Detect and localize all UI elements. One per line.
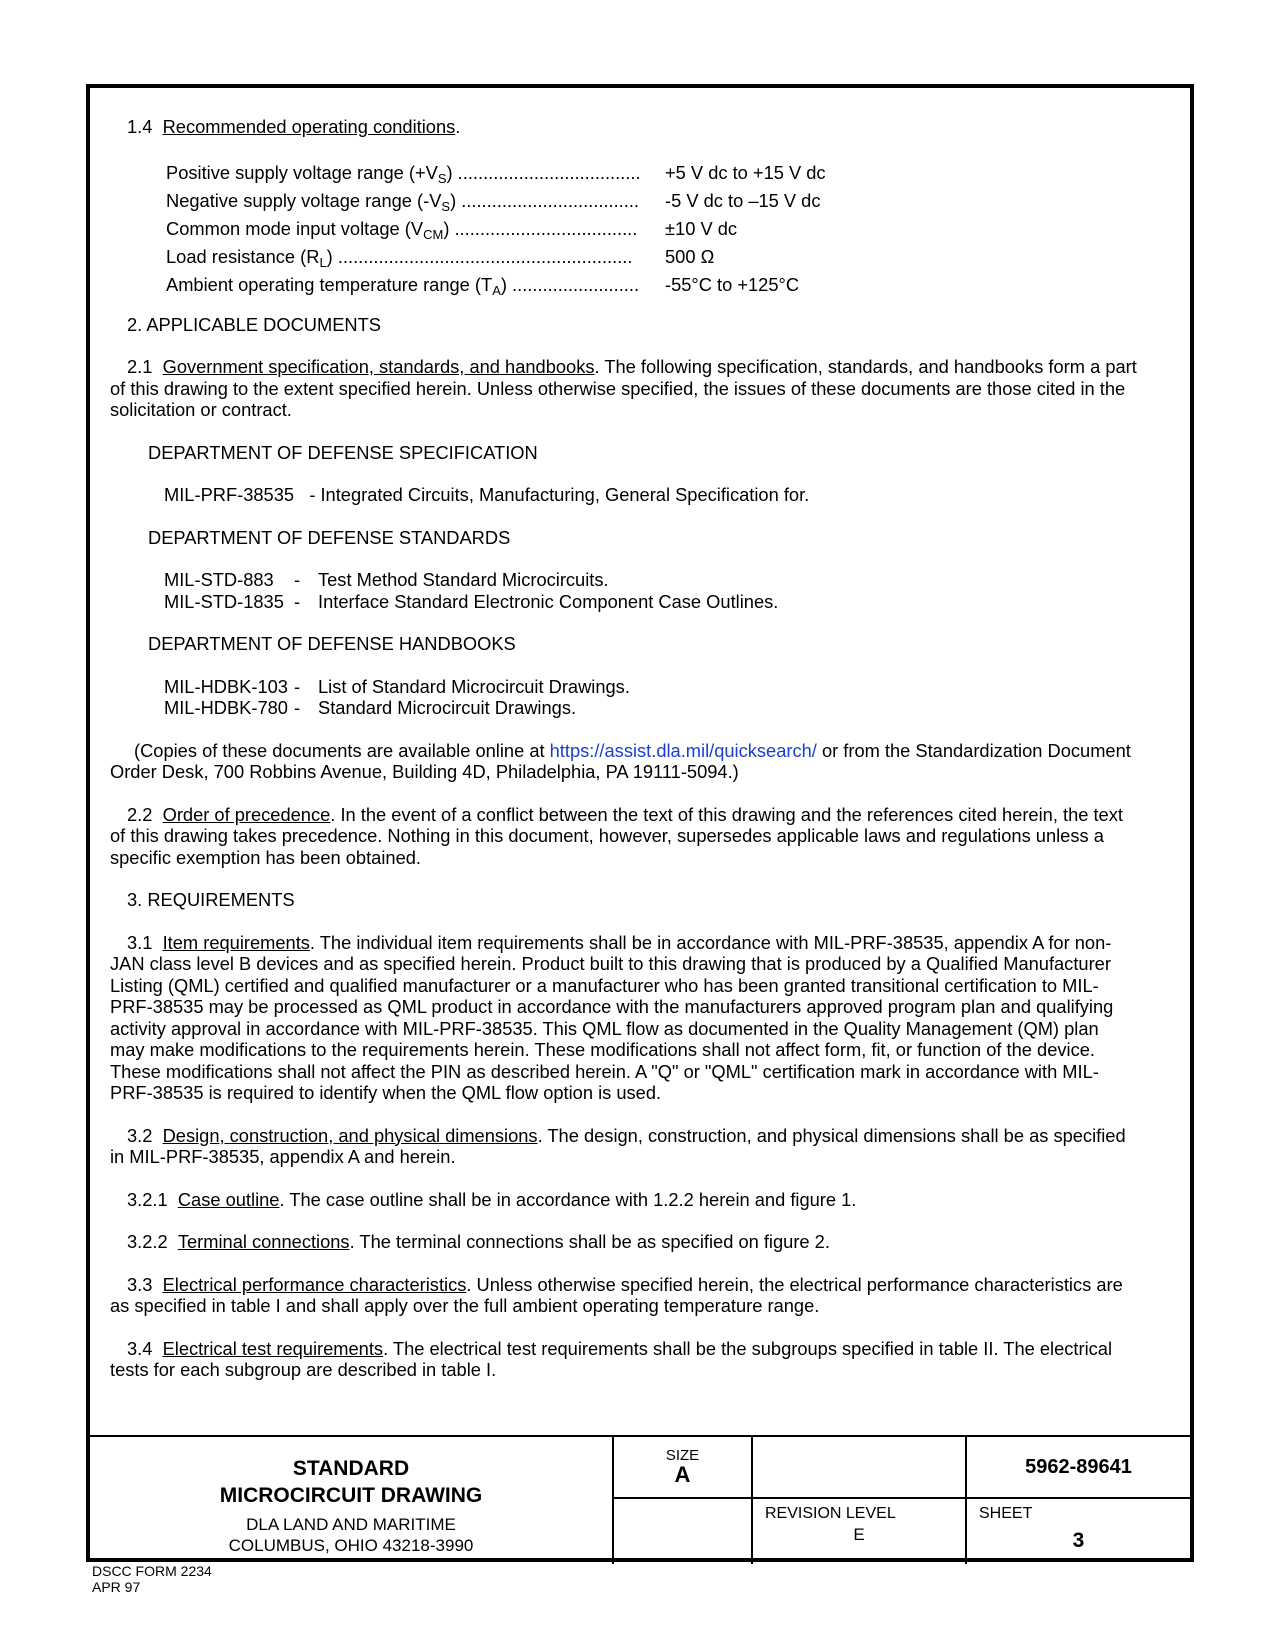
section-number: 3.4 bbox=[127, 1337, 153, 1359]
title-microcircuit-drawing: MICROCIRCUIT DRAWING bbox=[219, 1484, 483, 1507]
drawing-number: 5962-89641 bbox=[967, 1437, 1190, 1499]
condition-label: Negative supply voltage range (-V bbox=[166, 189, 442, 211]
section-text: PRF-38535 may be processed as QML product in accordance with the manufacturers approved program plan and qualifying bbox=[110, 996, 1114, 1017]
section-number: 2.1 bbox=[127, 356, 153, 377]
condition-row bbox=[110, 162, 1170, 190]
section-3-4 bbox=[110, 1338, 1170, 1381]
doc-number: MIL-HDBK-780 bbox=[164, 697, 288, 718]
section-2-1 bbox=[110, 356, 1170, 421]
section-text: of this drawing to the extent specified herein. Unless otherwise specified, the issues of these documents are those cited in the bbox=[110, 377, 1126, 399]
section-title: Recommended operating conditions bbox=[162, 116, 456, 137]
condition-subscript: A bbox=[492, 282, 501, 298]
copies-note bbox=[110, 740, 1170, 783]
doc-dash: - bbox=[294, 569, 301, 590]
dod-std-list bbox=[110, 569, 1170, 612]
section-text: . The following specification, standards, and handbooks form a part bbox=[594, 356, 1137, 377]
section-title: Terminal connections bbox=[177, 1231, 350, 1252]
section-number: 3.2 bbox=[127, 1124, 153, 1146]
condition-row bbox=[110, 274, 1170, 302]
doc-description: - Integrated Circuits, Manufacturing, General Specification for. bbox=[309, 484, 810, 505]
agency-name: DLA LAND AND MARITIME bbox=[246, 1515, 456, 1534]
section-title: Design, construction, and physical dimensions bbox=[162, 1124, 538, 1146]
doc-number: MIL-STD-883 bbox=[164, 569, 274, 590]
section-2-heading: 2. APPLICABLE DOCUMENTS bbox=[127, 313, 381, 335]
doc-description: Interface Standard Electronic Component Case Outlines. bbox=[318, 590, 779, 612]
section-text: These modifications shall not affect the PIN as described herein. A "Q" or "QML" certification mark in accordance with MIL- bbox=[110, 1060, 1099, 1082]
doc-dash: - bbox=[294, 590, 301, 612]
condition-value: ±10 V dc bbox=[665, 217, 738, 239]
size-cell bbox=[614, 1437, 753, 1499]
section-3-2-2 bbox=[110, 1231, 1170, 1253]
condition-leader: ) .......................................................... bbox=[326, 245, 633, 267]
doc-number: MIL-HDBK-103 bbox=[164, 675, 288, 697]
section-3-heading: 3. REQUIREMENTS bbox=[127, 889, 295, 910]
section-text: . The case outline shall be in accordance with 1.2.2 herein and figure 1. bbox=[279, 1188, 857, 1210]
doc-row bbox=[110, 484, 1170, 506]
condition-row bbox=[110, 246, 1170, 274]
doc-row bbox=[110, 697, 1170, 719]
section-number: 1.4 bbox=[127, 116, 153, 137]
section-3-3 bbox=[110, 1274, 1170, 1317]
sheet-value: 3 bbox=[1072, 1529, 1085, 1552]
blank-cell bbox=[614, 1499, 753, 1564]
title-standard: STANDARD bbox=[292, 1457, 410, 1480]
section-number: 3.1 bbox=[127, 931, 153, 953]
dod-hdbk-list bbox=[110, 676, 1170, 719]
title-block-agency bbox=[90, 1437, 614, 1564]
section-1-4 bbox=[110, 116, 1170, 138]
section-text: may make modifications to the requirements herein. These modifications shall not affect form, fit, or function of the device. bbox=[110, 1039, 1095, 1060]
drawing-frame bbox=[86, 84, 1194, 1562]
size-label: SIZE bbox=[665, 1447, 700, 1464]
condition-value: 500 Ω bbox=[665, 245, 715, 267]
section-number: 3.3 bbox=[127, 1273, 153, 1295]
condition-row bbox=[110, 218, 1170, 246]
condition-label: Common mode input voltage (V bbox=[166, 217, 424, 239]
conditions-list bbox=[110, 162, 1170, 302]
form-date: APR 97 bbox=[92, 1579, 141, 1595]
section-text: in MIL-PRF-38535, appendix A and herein. bbox=[110, 1146, 456, 1167]
form-identifier bbox=[92, 1563, 212, 1595]
revision-value: E bbox=[853, 1525, 865, 1544]
section-text: solicitation or contract. bbox=[110, 399, 292, 420]
doc-description: Test Method Standard Microcircuits. bbox=[318, 569, 609, 590]
doc-row bbox=[110, 591, 1170, 613]
doc-dash: - bbox=[294, 697, 301, 718]
section-text: PRF-38535 is required to identify when the QML flow option is used. bbox=[110, 1082, 662, 1103]
section-text: activity approval in accordance with MIL-PRF-38535. This QML flow as documented in the Quality Management (QM) plan bbox=[110, 1017, 1099, 1039]
doc-number: MIL-PRF-38535 bbox=[164, 484, 295, 505]
section-number: 3.2.2 bbox=[127, 1231, 168, 1252]
section-title: Item requirements bbox=[162, 931, 310, 953]
sheet-cell bbox=[967, 1499, 1190, 1564]
section-text: Listing (QML) certified and qualified manufacturer or a manufacturer who has been granted transitional certification to MIL- bbox=[110, 974, 1099, 996]
section-text: . The design, construction, and physical dimensions shall be as specified bbox=[537, 1124, 1126, 1146]
page-content bbox=[110, 116, 1170, 1402]
assist-link[interactable]: https://assist.dla.mil/quicksearch/ bbox=[549, 739, 817, 761]
dod-hdbk-heading: DEPARTMENT OF DEFENSE HANDBOOKS bbox=[148, 633, 516, 654]
section-number: 2.2 bbox=[127, 803, 153, 825]
section-text: . In the event of a conflict between the text of this drawing and the references cited herein, the text bbox=[330, 803, 1123, 825]
condition-subscript: S bbox=[437, 170, 447, 186]
agency-address: COLUMBUS, OHIO 43218-3990 bbox=[228, 1536, 474, 1555]
condition-label: Positive supply voltage range (+V bbox=[166, 161, 438, 183]
condition-subscript: S bbox=[441, 198, 451, 214]
doc-row bbox=[110, 676, 1170, 698]
form-number: DSCC FORM 2234 bbox=[92, 1563, 212, 1579]
section-text: specific exemption has been obtained. bbox=[110, 846, 421, 868]
sheet-label: SHEET bbox=[979, 1505, 1033, 1522]
doc-description: Standard Microcircuit Drawings. bbox=[318, 697, 577, 718]
condition-subscript: L bbox=[319, 254, 327, 270]
section-text: tests for each subgroup are described in table I. bbox=[110, 1359, 497, 1380]
dod-spec-heading: DEPARTMENT OF DEFENSE SPECIFICATION bbox=[148, 441, 538, 463]
section-text: . The electrical test requirements shall be the subgroups specified in table II. The electrical bbox=[383, 1337, 1113, 1359]
blank-cell bbox=[753, 1437, 967, 1499]
section-title: Electrical performance characteristics bbox=[162, 1273, 467, 1295]
doc-description: List of Standard Microcircuit Drawings. bbox=[318, 675, 630, 697]
section-text: JAN class level B devices and as specified herein. Product built to this drawing that is produced by a Qualified Manufacturer bbox=[110, 953, 1111, 974]
section-number: 3.2.1 bbox=[127, 1188, 168, 1210]
section-title: Electrical test requirements bbox=[162, 1337, 384, 1359]
doc-number: MIL-STD-1835 bbox=[164, 590, 284, 612]
section-tail: . bbox=[455, 116, 461, 137]
condition-leader: ) ......................... bbox=[500, 273, 640, 295]
revision-cell bbox=[753, 1499, 967, 1564]
section-text: . The terminal connections shall be as specified on figure 2. bbox=[349, 1231, 830, 1252]
doc-dash: - bbox=[294, 675, 301, 697]
section-text: . Unless otherwise specified herein, the electrical performance characteristics are bbox=[466, 1273, 1123, 1295]
section-3-2 bbox=[110, 1125, 1170, 1168]
condition-value: +5 V dc to +15 V dc bbox=[665, 161, 826, 183]
section-title: Order of precedence bbox=[162, 803, 331, 825]
condition-value: -5 V dc to –15 V dc bbox=[665, 189, 821, 211]
section-title: Case outline bbox=[177, 1188, 280, 1210]
title-block bbox=[90, 1435, 1190, 1564]
size-value: A bbox=[674, 1462, 691, 1487]
section-2-2 bbox=[110, 804, 1170, 869]
condition-value: -55°C to +125°C bbox=[665, 273, 800, 295]
condition-row bbox=[110, 190, 1170, 218]
condition-leader: ) .................................... bbox=[443, 217, 638, 239]
section-text: as specified in table I and shall apply over the full ambient operating temperature range. bbox=[110, 1295, 820, 1316]
dod-std-heading: DEPARTMENT OF DEFENSE STANDARDS bbox=[148, 526, 511, 548]
section-text: of this drawing takes precedence. Nothing in this document, however, supersedes applicable laws and regulations unless a bbox=[110, 825, 1104, 846]
condition-leader: ) .................................... bbox=[446, 161, 641, 183]
section-3-2-1 bbox=[110, 1189, 1170, 1211]
section-title: Government specification, standards, and handbooks bbox=[162, 356, 595, 377]
doc-row bbox=[110, 569, 1170, 591]
condition-subscript: CM bbox=[423, 226, 444, 242]
copies-text: Order Desk, 700 Robbins Avenue, Building 4D, Philadelphia, PA 19111-5094.) bbox=[110, 761, 739, 782]
copies-text: or from the Standardization Document bbox=[816, 739, 1131, 761]
condition-label: Load resistance (R bbox=[166, 245, 320, 267]
section-3-1 bbox=[110, 932, 1170, 1104]
condition-label: Ambient operating temperature range (T bbox=[166, 273, 493, 295]
copies-text: (Copies of these documents are available online at bbox=[134, 739, 550, 761]
condition-leader: ) ................................... bbox=[450, 189, 639, 211]
section-text: . The individual item requirements shall be in accordance with MIL-PRF-38535, appendix A for non- bbox=[309, 931, 1112, 953]
revision-label: REVISION LEVEL bbox=[765, 1505, 896, 1522]
